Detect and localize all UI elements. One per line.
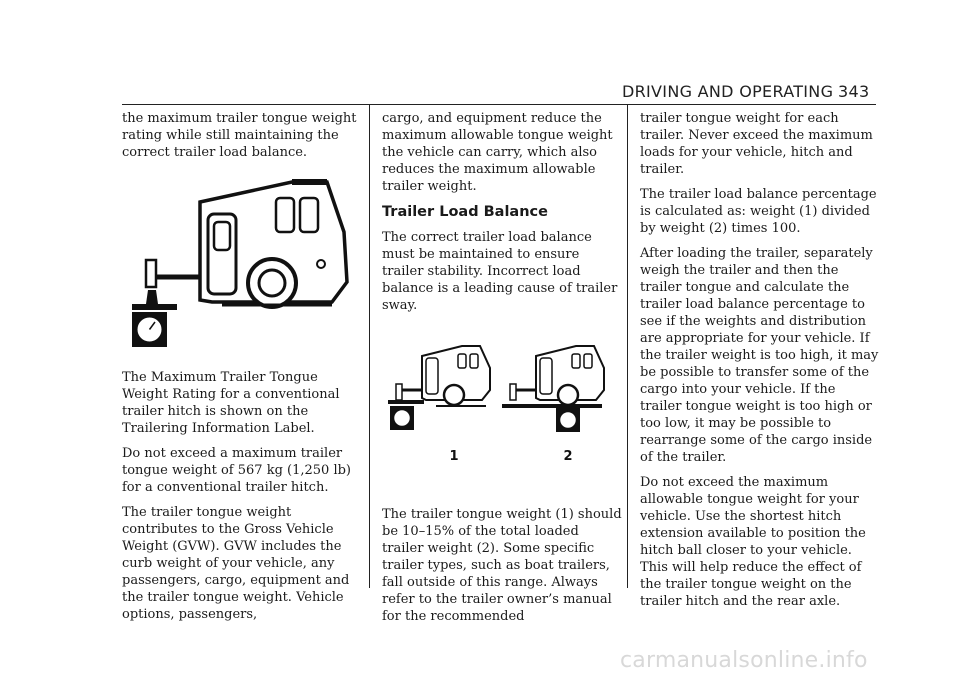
paragraph: The correct trailer load balance must be maintained to ensure trailer stability. Incorrect load balance is a leading cause of trailer sway.: [382, 230, 618, 313]
paragraph: cargo, and equipment reduce the maximum allowable tongue weight the vehicle can carry, which also reduces the maximum allowable trailer weight.: [382, 111, 613, 194]
scale-icon: [556, 408, 580, 432]
column-3: [640, 110, 880, 618]
column-divider-1: [369, 104, 370, 588]
paragraph: Do not exceed a maximum trailer tongue weight of 567 kg (1,250 lb) for a conventional trailer hitch.: [122, 446, 351, 495]
trailer-icon: [510, 346, 604, 405]
scale-icon: [390, 406, 414, 430]
trailer-tongue-weight-illustration: [122, 172, 362, 362]
figure-label-2: 2: [563, 449, 573, 464]
paragraph: The trailer load balance percentage is calculated as: weight (1) divided by weight (2) times 100.: [640, 187, 877, 236]
trailer-icon: [396, 346, 490, 406]
paragraph: the maximum trailer tongue weight rating while still maintaining the correct trailer load balance.: [122, 111, 357, 160]
trailer-icon: [146, 182, 347, 307]
page-number: 343: [838, 82, 870, 101]
scale-platform: [502, 404, 602, 408]
paragraph: trailer tongue weight for each trailer. Never exceed the maximum loads for your vehicle, hitch and trailer.: [640, 111, 873, 177]
trailer-load-balance-illustration: [382, 328, 612, 470]
scale-platform: [132, 304, 177, 310]
section-title: DRIVING AND OPERATING: [622, 82, 834, 101]
paragraph: Do not exceed the maximum allowable tongue weight for your vehicle. Use the shortest hitch extension available to position the hitch ball closer to your vehicle. This will help reduce the effect of the trailer tongue weight on the trailer hitch and the rear axle.: [640, 475, 866, 609]
paragraph: The trailer tongue weight contributes to the Gross Vehicle Weight (GVW). GVW includes the curb weight of your vehicle, any passengers, cargo, equipment and the trailer tongue weight. Vehicle options, passengers,: [122, 505, 350, 622]
header-rule: [122, 104, 876, 105]
paragraph: The trailer tongue weight (1) should be 10–15% of the total loaded trailer weight (2). Some specific trailer types, such as boat trailers, fall outside of this range. Always refer to the trailer owner’s manual for the recommended: [382, 507, 622, 624]
figure-label-1: 1: [449, 449, 459, 464]
paragraph: The Maximum Trailer Tongue Weight Rating for a conventional trailer hitch is shown on the Trailering Information Label.: [122, 370, 340, 436]
watermark: carmanualsonline.info: [620, 648, 868, 673]
scale-icon: [132, 312, 167, 347]
paragraph: After loading the trailer, separately weigh the trailer and then the trailer tongue and calculate the trailer load balance percentage to see if the weights and distribution are appropriate for your vehicle. If the trailer weight is too high, it may be possible to transfer some of the cargo into your vehicle. If the trailer tongue weight is too high or too low, it may be possible to rearrange some of the cargo inside of the trailer.: [640, 246, 879, 465]
section-heading: Trailer Load Balance: [382, 204, 548, 220]
page-header: [0, 82, 960, 106]
scale-platform: [388, 400, 424, 404]
column-divider-2: [627, 104, 628, 588]
